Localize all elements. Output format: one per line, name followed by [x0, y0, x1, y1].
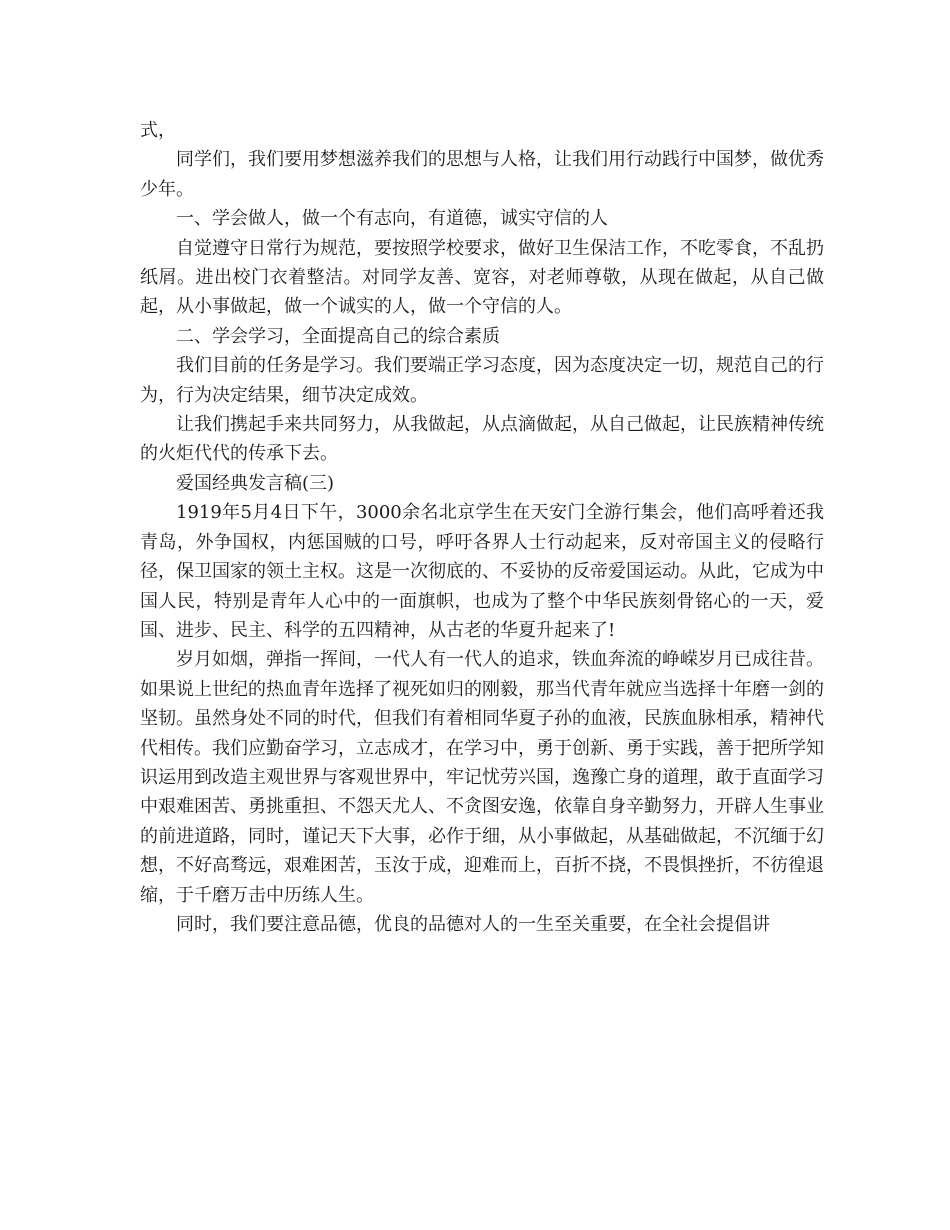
section-heading: 二、学会学习，全面提高自己的综合素质 — [176, 325, 500, 347]
paragraph: 岁月如烟，弹指一挥间，一代人有一代人的追求，铁血奔流的峥嵘岁月已成往昔。如果说上世纪的热血青年选择了视死如归的刚毅，那当代青年就应当选择十年磨一剑的坚韧。虽然身处不同的时代，但我们有着相同华夏子孙的血液，民族血脉相承，精神代代相传。我们应勤奋学习，立志成才，在学习中，勇于创新、勇于实践，善于把所学知识运用到改造主观世界与客观世界中，牢记忧劳兴国，逸豫亡身的道理，敢于直面学习中艰难困苦、勇挑重担、不怨天尤人、不贪图安逸，依靠自身辛勤努力，开辟人生事业的前进道路，同时，谨记天下大事，必作于细，从小事做起，从基础做起，不沉缅于幻想，不好高骛远，艰难困苦，玉汝于成，迎难而上，百折不挠，不畏惧挫折，不彷徨退缩，于千磨万击中历练人生。 — [140, 649, 824, 906]
paragraph: 同时，我们要注意品德，优良的品德对人的一生至关重要，在全社会提倡讲 — [176, 913, 770, 935]
paragraph: 让我们携起手来共同努力，从我做起，从点滴做起，从自己做起，让民族精神传统的火炬代代的传承下去。 — [140, 414, 824, 465]
document-body — [140, 116, 824, 939]
paragraph: 1919年5月4日下午，3000余名北京学生在天安门全游行集会，他们高呼着还我青岛，外争国权，内惩国贼的口号，呼吁各界人士行动起来，反对帝国主义的侵略行径，保卫国家的领土主权。这是一次彻底的、不妥协的反帝爱国运动。从此，它成为中国人民，特别是青年人心中的一面旗帜，也成为了整个中华民族刻骨铭心的一天，爱国、进步、民主、科学的五四精神，从古老的华夏升起来了! — [140, 502, 824, 641]
paragraph: 我们目前的任务是学习。我们要端正学习态度，因为态度决定一切，规范自己的行为，行为决定结果，细节决定成效。 — [140, 355, 824, 406]
paragraph: 自觉遵守日常行为规范，要按照学校要求，做好卫生保洁工作，不吃零食，不乱扔纸屑。进出校门衣着整洁。对同学友善、宽容，对老师尊敬，从现在做起，从自己做起，从小事做起，做一个诚实的人，做一个守信的人。 — [140, 237, 824, 318]
section-heading: 一、学会做人，做一个有志向，有道德，诚实守信的人 — [176, 208, 608, 230]
speech-title: 爱国经典发言稿(三) — [176, 472, 335, 494]
paragraph: 同学们，我们要用梦想滋养我们的思想与人格，让我们用行动践行中国梦，做优秀少年。 — [140, 149, 824, 200]
paragraph: 式， — [140, 120, 176, 141]
